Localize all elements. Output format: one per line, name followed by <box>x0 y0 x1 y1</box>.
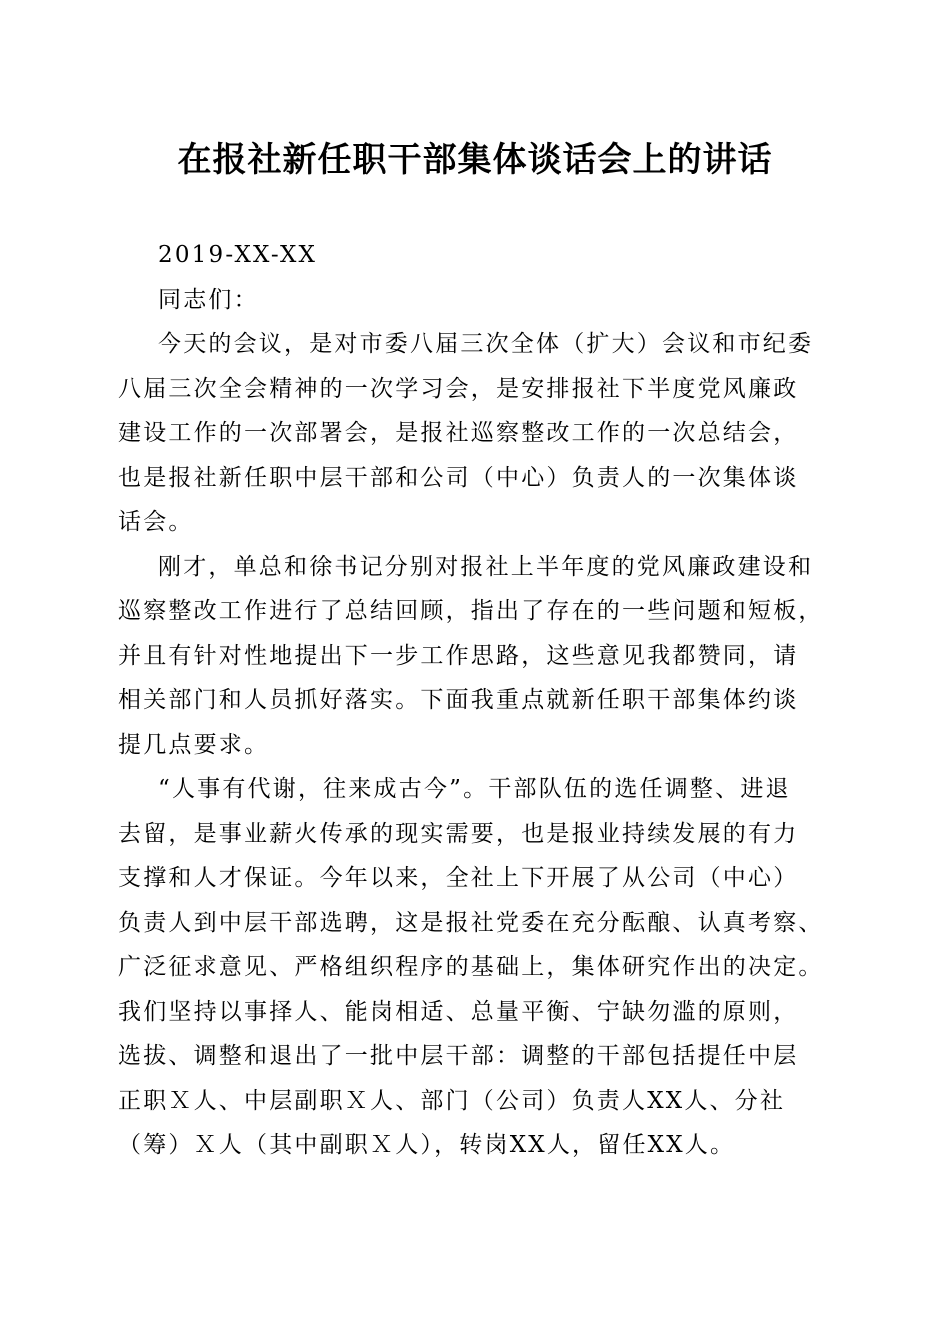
paragraph-line: 巡察整改工作进行了总结回顾，指出了存在的一些问题和短板， <box>118 598 824 624</box>
paragraph-line: 去留，是事业薪火传承的现实需要，也是报业持续发展的有力 <box>118 820 799 847</box>
paragraph-line: 刚才，单总和徐书记分别对报社上半年度的党风廉政建设和 <box>158 553 814 580</box>
document-body <box>118 233 838 1168</box>
paragraph-line: （筹）Ｘ人（其中副职Ｘ人），转岗XX人，留任XX人。 <box>118 1132 736 1158</box>
paragraph-line: 正职Ｘ人、中层副职Ｘ人、部门（公司）负责人XX人、分社 <box>118 1087 786 1114</box>
paragraph-line: 提几点要求。 <box>118 731 270 758</box>
paragraph-line: 八届三次全会精神的一次学习会，是安排报社下半度党风廉政 <box>118 375 799 402</box>
paragraph-line: 也是报社新任职中层干部和公司（中心）负责人的一次集体谈 <box>118 464 799 491</box>
paragraph-line: 话会。 <box>118 509 194 535</box>
paragraph-line: 并且有针对性地提出下一步工作思路，这些意见我都赞同，请 <box>118 642 799 669</box>
document-title: 在报社新任职干部集体谈话会上的讲话 <box>177 140 773 180</box>
paragraph-line: 广泛征求意见、严格组织程序的基础上，集体研究作出的决定。 <box>118 954 824 980</box>
paragraph-line: 负责人到中层干部选聘，这是报社党委在充分酝酿、认真考察、 <box>118 909 824 936</box>
paragraph-line: 支撑和人才保证。今年以来，全社上下开展了从公司（中心） <box>118 865 799 891</box>
paragraph-line: 今天的会议，是对市委八届三次全体（扩大）会议和市纪委 <box>158 331 814 357</box>
paragraph-line: 相关部门和人员抓好落实。下面我重点就新任职干部集体约谈 <box>118 687 799 713</box>
paragraph-1 <box>118 322 838 545</box>
paragraph-line: 我们坚持以事择人、能岗相适、总量平衡、宁缺勿滥的原则， <box>118 998 799 1025</box>
paragraph-line: 建设工作的一次部署会，是报社巡察整改工作的一次总结会， <box>118 420 799 446</box>
paragraph-line: 选拔、调整和退出了一批中层干部：调整的干部包括提任中层 <box>118 1043 799 1069</box>
salutation: 同志们： <box>158 286 259 313</box>
paragraph-3 <box>118 767 838 1168</box>
paragraph-line: “人事有代谢，往来成古今”。干部队伍的选任调整、进退 <box>158 776 791 802</box>
document-date: 2019-XX-XX <box>158 242 318 268</box>
paragraph-2 <box>118 545 838 768</box>
